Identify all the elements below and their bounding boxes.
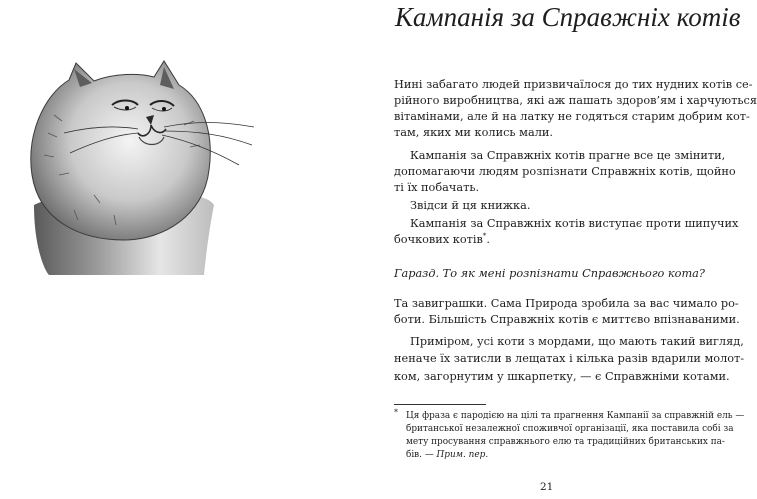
footnote-line: мету просування справжнього елю та традиційних британських па- (406, 437, 725, 447)
text-line: рійного виробництва, які аж пашать здоров’ям і харчуються (394, 94, 757, 107)
text-line: Нині забагато людей призвичаїлося до тих нудних котів се- (394, 78, 753, 91)
text-line (394, 232, 712, 248)
footnote-line (406, 449, 712, 462)
text-line: там, яких ми колись мали. (394, 126, 553, 139)
text-line: допомагаючи людям розпізнати Справжніх котів, щойно (394, 165, 736, 178)
text-line: Звідси й ця книжка. (410, 199, 531, 212)
footnote-reference: * (482, 232, 487, 241)
text-line: Кампанія за Справжніх котів прагне все це змінити, (410, 149, 726, 162)
text-line: Кампанія за Справжніх котів виступає проти шипучих (410, 217, 739, 230)
text-line: неначе їх затисли в лещатах і кілька разів вдарили молот- (394, 352, 745, 365)
question-heading: Гаразд. То як мені розпізнати Справжнього кота? (394, 267, 705, 280)
translator-note: Прим. пер. (436, 450, 489, 460)
text-line: боти. Більшість Справжніх котів є миттєво впізнаваними. (394, 313, 740, 326)
cat-illustration (14, 55, 270, 275)
text-line: ком, загорнутим у шкарпетку, — є Справжніми котами. (394, 370, 730, 383)
footnote-text: бів. — (406, 450, 437, 460)
footnote-mark: * (394, 408, 398, 417)
text-line: Приміром, усі коти з мордами, що мають такий вигляд, (410, 335, 744, 348)
text-fragment: . (486, 233, 490, 246)
text-line: вітамінами, але й на латку не годяться старим добрим кот- (394, 110, 750, 123)
page-number: 21 (540, 481, 554, 493)
page-title: Кампанія за Справжніх котів (395, 2, 741, 32)
footnote-line: Ця фраза є пародією на цілі та прагнення Кампанії за справжній ель — (406, 411, 745, 421)
text-line: Та завиграшки. Сама Природа зробила за вас чимало ро- (394, 297, 739, 310)
text-line: ті їх побачать. (394, 181, 480, 194)
footnote-divider (394, 404, 486, 405)
footnote-line: британської незалежної споживчої організації, яка поставила собі за (406, 424, 734, 434)
text-fragment: бочкових котів (394, 233, 483, 246)
